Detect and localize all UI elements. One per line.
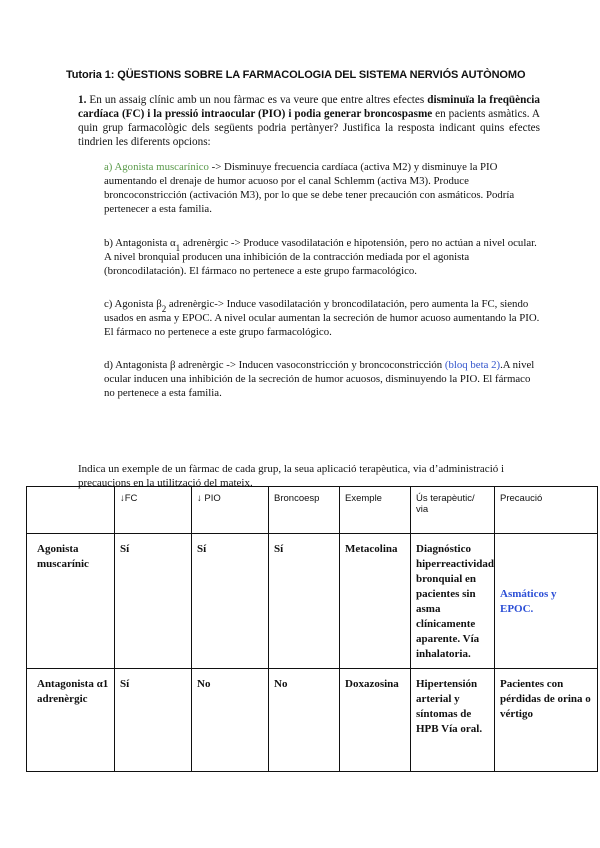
- option-b-subscript: 1: [175, 243, 181, 253]
- option-a-label: a) Agonista muscarínico: [104, 161, 209, 173]
- table-cell-use: Diagnóstico hiperreactividad bronquial en pacientes sin asma clínicamente aparente. Vía inhalatoria.: [411, 534, 495, 669]
- table-cell-pio: Sí: [192, 534, 269, 669]
- option-d-note: (bloq beta 2): [444, 359, 501, 371]
- table-header-cell: Precaució: [495, 487, 598, 534]
- drug-table: [26, 486, 598, 772]
- question-1: [78, 93, 540, 149]
- table-cell-pio: No: [192, 669, 269, 772]
- table-header-row: [27, 487, 598, 534]
- table-header-cell: ↓ PIO: [192, 487, 269, 534]
- option-d-label: d) Antagonista: [104, 359, 170, 371]
- option-b-text: adrenèrgic -> Produce vasodilatación e hipotensión, pero no actúan a nivel ocular. A nivel bronquial producen una inhibición de la contracción mediada por el agonista (broncodilatación). El fármaco no pertenece a este grupo farmacológico.: [104, 237, 537, 277]
- table-cell-group: Antagonista α1 adrenèrgic: [27, 669, 115, 772]
- table-header-cell: ↓FC: [115, 487, 192, 534]
- option-c-subscript: 2: [161, 304, 167, 314]
- option-b-greek: α: [169, 237, 176, 249]
- table-cell-bronco: Sí: [269, 534, 340, 669]
- table-cell-example: Doxazosina: [340, 669, 411, 772]
- table-header-cell: Ús terapèutic/ via: [411, 487, 495, 534]
- table-row: [27, 534, 598, 669]
- option-b-label: b) Antagonista: [104, 237, 170, 249]
- question-text-a: En un assaig clínic amb un nou fàrmac es va veure que entre altres efectes: [86, 94, 428, 106]
- option-a-text: -> Disminuye frecuencia cardíaca (activa M2) y disminuye la PIO aumentando el drenaje de humor acuoso por el canal Schlemm (activa M3). Produce broncoconstricción (activación M3), por lo que se debe tener precaución con asmáticos. Podría pertenecer a esta familia.: [104, 161, 515, 215]
- table-cell-caution: Asmáticos y EPOC.: [495, 534, 598, 669]
- option-c: [104, 297, 540, 339]
- table-cell-bronco: No: [269, 669, 340, 772]
- option-d-text-b: .A nivel ocular inducen una inhibición de la secreción de humor acuosos, disminuyendo la PIO. El fármaco no pertenece a esta familia.: [104, 359, 535, 399]
- page-title: Tutoria 1: QÜESTIONS SOBRE LA FARMACOLOGIA DEL SISTEMA NERVIÓS AUTÒNOMO: [66, 69, 526, 81]
- option-c-text: adrenèrgic-> Induce vasodilatación y broncodilatación, pero aumenta la FC, siendo usados en asma y EPOC. A nivel ocular aumentan la secreción de humor acuoso aumentando la PIO. El fármaco no pertenece a este grupo farmacológico.: [104, 298, 540, 338]
- table-instructions: Indica un exemple de un fàrmac de cada grup, la seua aplicació terapèutica, via d’administració i precaucions en la utilització del mateix.: [78, 463, 505, 489]
- option-d-text-a: adrenèrgic -> Inducen vasoconstricción y broncoconstricción: [175, 359, 445, 371]
- table-header-cell: Exemple: [340, 487, 411, 534]
- table-cell-example: Metacolina: [340, 534, 411, 669]
- table-row: [27, 669, 598, 772]
- table-cell-caution: Pacientes con pérdidas de orina o vértigo: [495, 669, 598, 772]
- option-b: [104, 236, 540, 278]
- option-c-label: c) Agonista: [104, 298, 157, 310]
- table-header-cell: [27, 487, 115, 534]
- question-number: 1.: [78, 94, 87, 106]
- option-d-greek: β: [169, 359, 176, 371]
- table-cell-group: Agonista muscarínic: [27, 534, 115, 669]
- option-d: [104, 358, 540, 400]
- question-text-b: en pacients asmàtics. A quin grup farmacològic dels següents podria pertànyer? Justifica la resposta indicant quins efectes tindrien les diferents opcions:: [78, 108, 540, 148]
- question-bold-effects: disminuïa la freqüència cardíaca (FC) i la pressió intraocular (PIO) i podia generar broncospasme: [78, 94, 540, 120]
- option-c-greek: β: [156, 298, 162, 310]
- table-cell-fc: Sí: [115, 669, 192, 772]
- table-cell-use: Hipertensión arterial y síntomas de HPB Vía oral.: [411, 669, 495, 772]
- table-cell-fc: Sí: [115, 534, 192, 669]
- option-a: [104, 160, 540, 216]
- table-header-cell: Broncoesp: [269, 487, 340, 534]
